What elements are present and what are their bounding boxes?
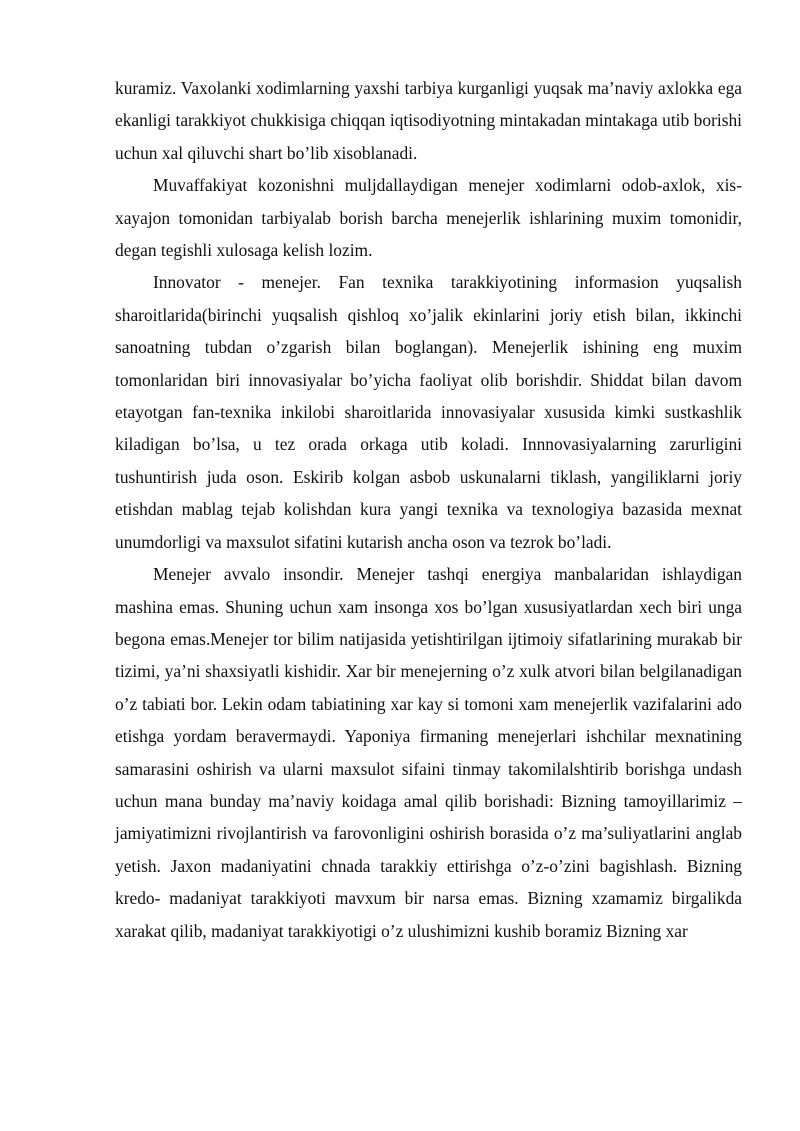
body-text xyxy=(115,72,742,947)
paragraph-4: Menejer avvalo insondir. Menejer tashqi energiya manbalaridan ishlaydigan mashina emas. Shuning uchun xam insonga xos bo’lgan xususiyatlardan xech biri unga begona emas.Menejer tor bilim natijasida yetishtirilgan ijtimoiy sifatlarining murakab bir tizimi, ya’ni shaxsiyatli kishidir. Xar bir menejerning o’z xulk atvori bilan belgilanadigan o’z tabiati bor. Lekin odam tabiatining xar kay si tomoni xam menejerlik vazifalarini ado etishga yordam beravermaydi. Yaponiya firmaning menejerlari ishchilar mexnatining samarasini oshirish va ularni maxsulot sifaini tinmay takomilalshtirib borishga undash uchun mana bunday ma’naviy koidaga amal qilib borishadi: Bizning tamoyillarimiz – jamiyatimizni rivojlantirish va farovonligini oshirish borasida o’z ma’suliyatlarini anglab yetish. Jaxon madaniyatini chnada tarakkiy ettirishga o’z-o’zini bagishlash. Bizning kredo- madaniyat tarakkiyoti mavxum bir narsa emas. Bizning xzamamiz birgalikda xarakat qilib, madaniyat tarakkiyotigi o’z ulushimizni kushib boramiz Bizning xar xyxy=(115,564,742,941)
paragraph-1: kuramiz. Vaxolanki xodimlarning yaxshi tarbiya kurganligi yuqsak ma’naviy axlokka ega ekanligi tarakkiyot chukkisiga chiqqan iqtisodiyotning mintakadan mintakaga utib borishi uchun xal qiluvchi shart bo’lib xisoblanadi. xyxy=(115,78,742,163)
paragraph-3: Innovator - menejer. Fan texnika tarakkiyotining informasion yuqsalish sharoitlarida(birinchi yuqsalish qishloq xo’jalik ekinlarini joriy etish bilan, ikkinchi sanoatning tubdan o’zgarish bilan boglangan). Menejerlik ishining eng muxim tomonlaridan biri innovasiyalar bo’yicha faoliyat olib borishdir. Shiddat bilan davom etayotgan fan-texnika inkilobi sharoitlarida innovasiyalar xususida kimki sustkashlik kiladigan bo’lsa, u tez orada orkaga utib koladi. Innnovasiyalarning zarurligini tushuntirish juda oson. Eskirib kolgan asbob uskunalarni tiklash, yangiliklarni joriy etishdan mablag tejab kolishdan kura yangi texnika va texnologiya bazasida mexnat unumdorligi va maxsulot sifatini kutarish ancha oson va tezrok bo’ladi. xyxy=(115,272,742,552)
paragraph-2: Muvaffakiyat kozonishni muljdallaydigan menejer xodimlarni odob-axlok, xis-xayajon tomonidan tarbiyalab borish barcha menejerlik ishlarining muxim tomonidir, degan tegishli xulosaga kelish lozim. xyxy=(115,175,742,261)
